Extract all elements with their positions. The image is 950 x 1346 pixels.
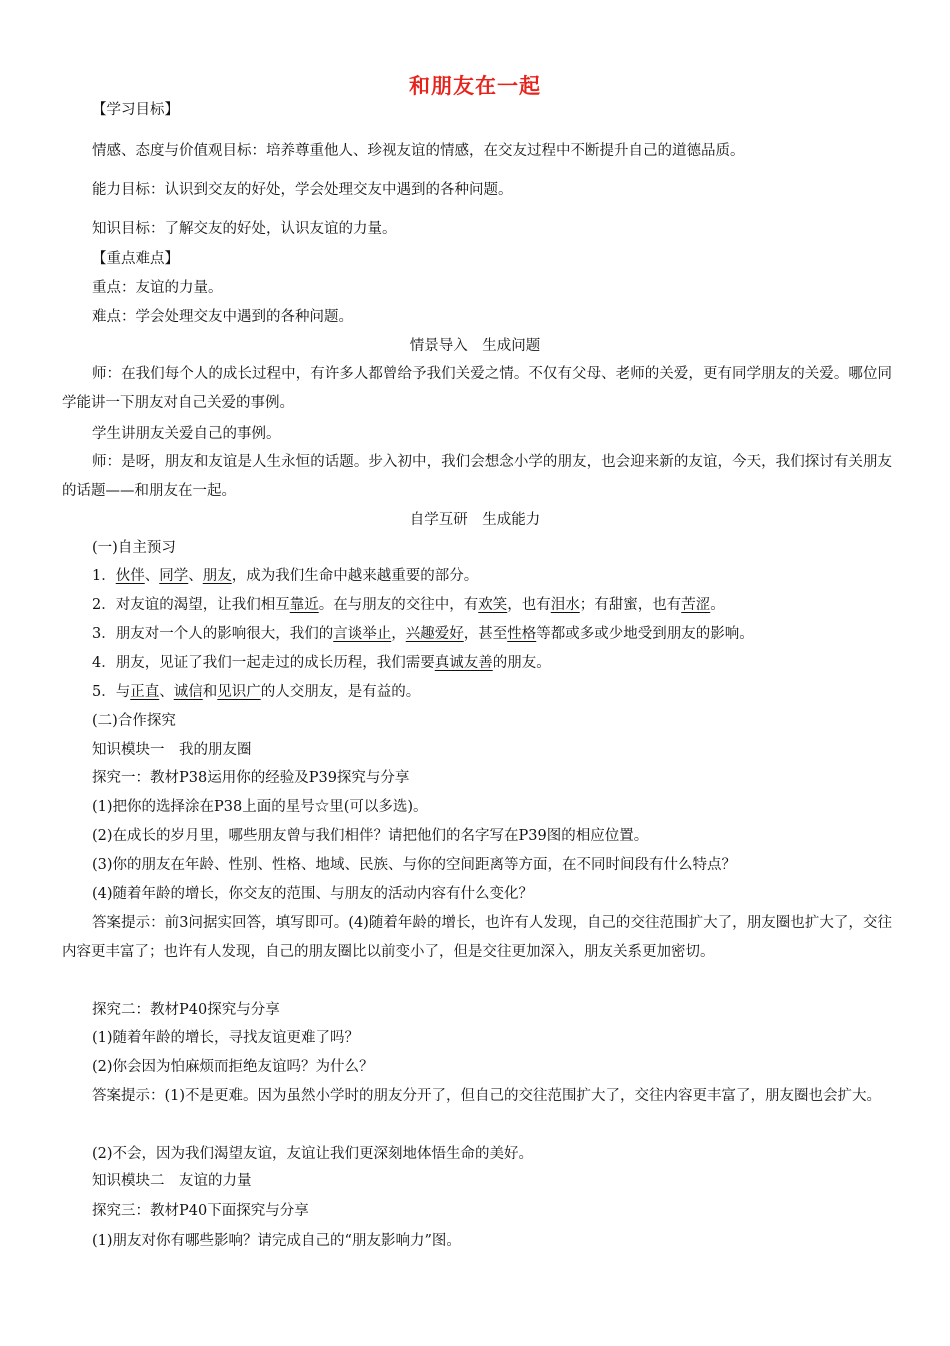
question-2: (2)在成长的岁月里，哪些朋友曾与我们相伴？请把他们的名字写在P39图的相应位置。 [92, 828, 649, 844]
answer-hint-3: (2)不会，因为我们渴望友谊，友谊让我们更深刻地体悟生命的美好。 [92, 1146, 534, 1162]
text: ， [391, 626, 406, 642]
intro-paragraph-1: 师：在我们每个人的成长过程中，有许多人都曾给予我们关爱之情。不仅有父母、老师的关爱，更有同学朋友的关爱。哪位同学能讲一下朋友对自己关爱的事例。 [62, 366, 892, 411]
text: 、 [159, 684, 174, 700]
blank-answer: 同学 [159, 568, 189, 584]
blank-answer: 伙伴 [115, 568, 145, 584]
answer-hint-1: 答案提示：前3问据实回答，填写即可。(4)随着年龄的增长，也许有人发现，自己的交往范围扩大了，朋友圈也扩大了，交往内容更丰富了；也许有人发现，自己的朋友圈比以前变小了，但是交往更加深入，朋友关系更加密切。 [62, 915, 892, 960]
blank-answer: 诚信 [173, 684, 203, 700]
blank-answer: 靠近 [289, 597, 319, 613]
intro-paragraph-3: 师：是呀，朋友和友谊是人生永恒的话题。步入初中，我们会想念小学的朋友，也会迎来新的友谊，今天，我们探讨有关朋友的话题——和朋友在一起。 [62, 454, 892, 499]
question-6: (2)你会因为怕麻烦而拒绝友谊吗？为什么？ [92, 1059, 374, 1075]
text: ；有甜蜜，也有 [579, 597, 682, 613]
text: ，甚至 [463, 626, 508, 642]
question-4: (4)随着年龄的增长，你交友的范围、与朋友的活动内容有什么变化？ [92, 886, 534, 902]
item-number: 3． [92, 626, 116, 642]
item-number: 5． [92, 684, 116, 700]
subsection-preview: (一)自主预习 [92, 540, 176, 556]
text: 与 [115, 684, 131, 700]
objective-knowledge: 知识目标：了解交友的好处，认识友谊的力量。 [92, 221, 397, 237]
section-heading-intro: 情景导入 生成问题 [409, 338, 541, 354]
item-number: 1． [92, 568, 116, 584]
item-number: 2． [92, 597, 116, 613]
text: 、 [188, 568, 203, 584]
text: 等都或多或少地受到朋友的影响。 [536, 626, 754, 642]
blank-answer: 泪水 [550, 597, 580, 613]
question-3: (3)你的朋友在年龄、性别、性格、地域、民族、与你的空间距离等方面，在不同时间段有什么特点？ [92, 857, 737, 873]
keypoints-heading: 【重点难点】 [92, 251, 179, 267]
blank-answer: 言谈举止 [333, 626, 392, 642]
preview-item-5 [92, 682, 420, 702]
page-title: 和朋友在一起 [409, 74, 541, 98]
question-7: (1)朋友对你有哪些影响？请完成自己的“朋友影响力”图。 [92, 1233, 461, 1249]
blank-answer: 性格 [507, 626, 537, 642]
preview-item-4 [92, 653, 551, 673]
objectives-heading: 【学习目标】 [92, 102, 179, 118]
explore-heading-1: 探究一：教材P38运用你的经验及P39探究与分享 [92, 770, 410, 786]
keypoint-key: 重点：友谊的力量。 [92, 280, 223, 296]
blank-answer: 真诚友善 [434, 655, 493, 671]
blank-answer: 苦涩 [681, 597, 711, 613]
explore-heading-3: 探究三：教材P40下面探究与分享 [92, 1203, 309, 1219]
keypoint-difficult: 难点：学会处理交友中遇到的各种问题。 [92, 309, 353, 325]
section-heading-study: 自学互研 生成能力 [409, 512, 541, 528]
text: 和 [202, 684, 218, 700]
text: 的人交朋友，是有益的。 [260, 684, 421, 700]
text: 。在与朋友的交往中，有 [318, 597, 479, 613]
question-1: (1)把你的选择涂在P38上面的星号☆里(可以多选)。 [92, 799, 428, 815]
objective-ability: 能力目标：认识到交友的好处，学会处理交友中遇到的各种问题。 [92, 182, 513, 198]
preview-item-2 [92, 595, 725, 615]
question-5: (1)随着年龄的增长，寻找友谊更难了吗？ [92, 1030, 360, 1046]
item-number: 4． [92, 655, 116, 671]
blank-answer: 正直 [130, 684, 160, 700]
subsection-cooperation: (二)合作探究 [92, 713, 176, 729]
text: 。 [710, 597, 725, 613]
objective-emotion: 情感、态度与价值观目标：培养尊重他人、珍视友谊的情感，在交友过程中不断提升自己的道德品质。 [92, 143, 745, 159]
text: 对友谊的渴望，让我们相互 [115, 597, 290, 613]
preview-item-1 [92, 566, 478, 586]
text: 朋友对一个人的影响很大，我们的 [115, 626, 334, 642]
text: ，也有 [507, 597, 551, 613]
blank-answer: 见识广 [217, 684, 261, 700]
explore-heading-2: 探究二：教材P40探究与分享 [92, 1002, 280, 1018]
text: 朋友，见证了我们一起走过的成长历程，我们需要 [115, 655, 435, 671]
module-heading-2: 知识模块二 友谊的力量 [92, 1173, 252, 1189]
preview-item-3 [92, 624, 754, 644]
blank-answer: 兴趣爱好 [405, 626, 464, 642]
blank-answer: 欢笑 [478, 597, 508, 613]
answer-hint-2: 答案提示：(1)不是更难。因为虽然小学时的朋友分开了，但自己的交往范围扩大了，交往内容更丰富了，朋友圈也会扩大。 [92, 1088, 882, 1104]
text: 、 [144, 568, 160, 584]
text: 的朋友。 [492, 655, 551, 671]
text: ，成为我们生命中越来越重要的部分。 [231, 568, 479, 584]
blank-answer: 朋友 [202, 568, 232, 584]
intro-paragraph-2: 学生讲朋友关爱自己的事例。 [92, 426, 281, 442]
module-heading-1: 知识模块一 我的朋友圈 [92, 742, 252, 758]
